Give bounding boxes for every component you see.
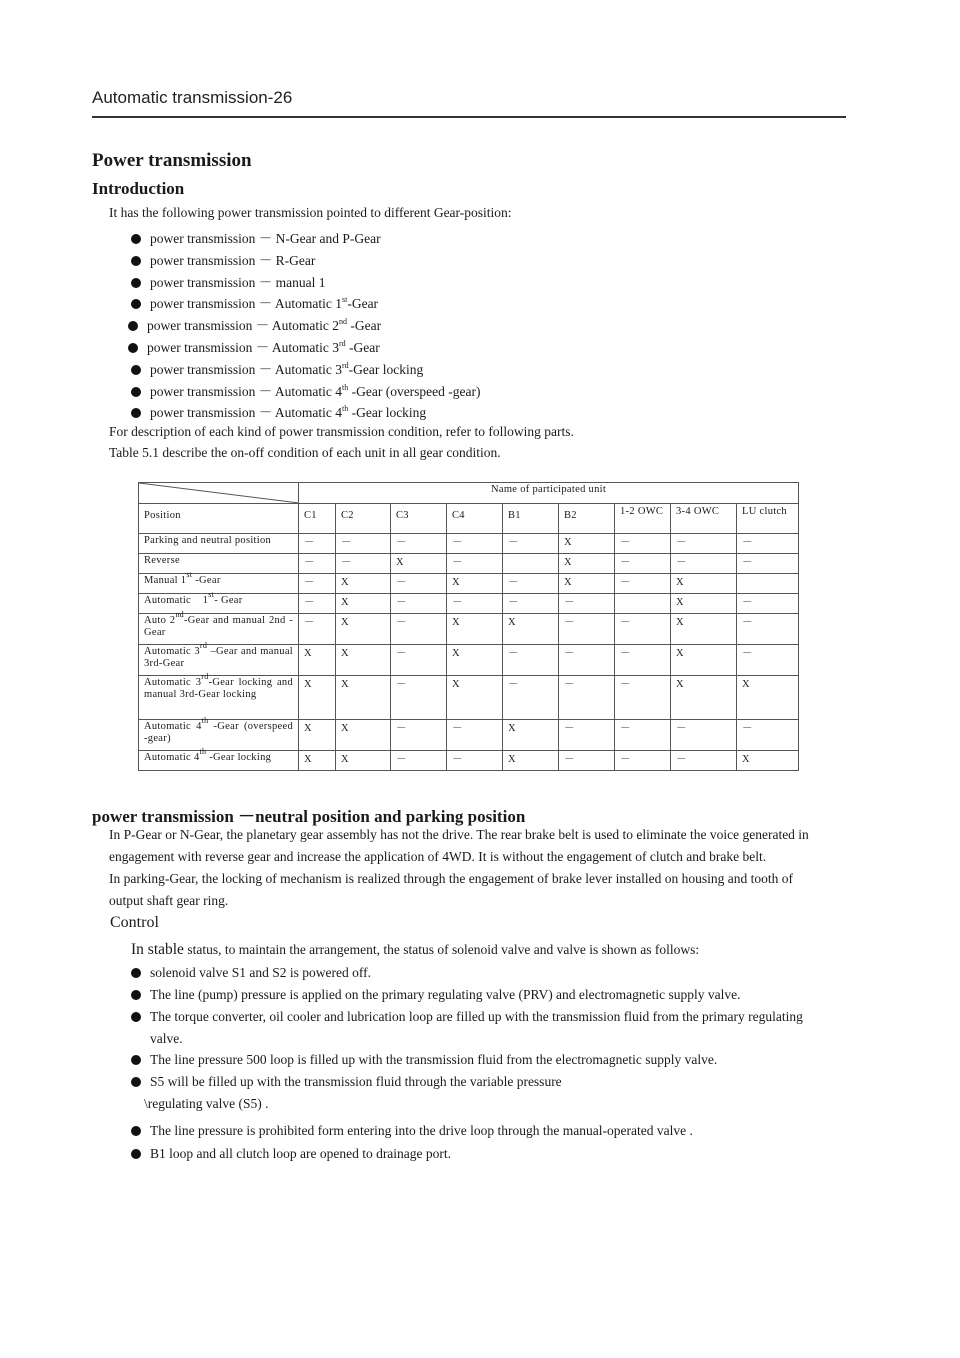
control-bullet (131, 1074, 562, 1090)
header-rule (92, 116, 846, 118)
table-cell: － (391, 751, 447, 771)
intro-bullet-suffix: -Gear (345, 340, 380, 355)
table-cell: X (671, 594, 737, 614)
table-cell: － (615, 554, 671, 574)
stable-lead: In stable (131, 941, 184, 958)
table-cell: － (299, 574, 336, 594)
control-bullet-text: B1 loop and all clutch loop are opened to drainage port. (150, 1146, 452, 1161)
table-cell: X (737, 676, 799, 720)
table-cell: X (503, 614, 559, 645)
table-cell: － (391, 534, 447, 554)
intro-bullet-superscript: th (341, 404, 349, 414)
table-cell: － (447, 534, 503, 554)
table-cell: X (336, 720, 391, 751)
table-cell: X (559, 574, 615, 594)
row-label-superscript: st (186, 570, 193, 579)
table-cell: X (671, 614, 737, 645)
table-corner-cell (139, 483, 299, 504)
table-cell (737, 574, 799, 594)
row-label (139, 747, 299, 771)
column-header: C2 (336, 504, 391, 534)
table-cell: X (737, 751, 799, 771)
intro-bullet (131, 380, 481, 400)
bullet-dot-icon (131, 365, 141, 375)
column-header: 1-2 OWC (615, 504, 671, 534)
table-cell: － (737, 645, 799, 676)
bullet-dot-icon (128, 321, 138, 331)
intro-bullet-suffix: -Gear locking (348, 361, 424, 377)
bullet-dot-icon (131, 1055, 141, 1065)
row-label-suffix: -Gear (overspeed -gear) (144, 721, 293, 744)
intro-bullet (131, 358, 423, 378)
intro-bullet (131, 401, 426, 421)
table-cell: － (559, 720, 615, 751)
table-cell: － (299, 614, 336, 645)
control-bullet-text: The line pressure 500 loop is filled up with the transmission fluid from the electromagnetic supply valve. (150, 1052, 718, 1067)
table-cell: － (615, 751, 671, 771)
row-label-text: Reverse (144, 555, 180, 566)
table-cell: － (615, 676, 671, 720)
table-cell: － (671, 751, 737, 771)
table-cell: － (447, 751, 503, 771)
row-label (139, 716, 299, 751)
intro-bullet-superscript: nd (338, 317, 347, 327)
intro-bullet (131, 249, 315, 269)
row-label-text: Automatic 1 (144, 595, 209, 606)
table-cell: － (737, 534, 799, 554)
section2-para-1: In P-Gear or N-Gear, the planetary gear assembly has not the drive. The rear brake belt is used to eliminate the voice generated in (109, 827, 809, 842)
table-cell: － (559, 614, 615, 645)
control-bullet-text: S5 will be filled up with the transmission fluid through the variable pressure (150, 1074, 562, 1089)
table-row (139, 554, 799, 574)
control-bullet (131, 1052, 717, 1068)
table-cell: － (391, 676, 447, 720)
table-cell: － (391, 614, 447, 645)
control-bullet-continuation: \regulating valve (S5) . (144, 1096, 269, 1111)
table-cell: － (615, 534, 671, 554)
table-cell: － (615, 574, 671, 594)
table-cell: － (559, 645, 615, 676)
table-cell: X (671, 574, 737, 594)
table-cell: X (336, 574, 391, 594)
table-cell: － (299, 534, 336, 554)
intro-bullet-superscript: rd (338, 339, 346, 348)
table-row (139, 720, 799, 751)
stable-rest: status, to maintain the arrangement, the status of solenoid valve and valve is shown as follows: (183, 942, 700, 957)
table-cell: － (391, 594, 447, 614)
table-cell: － (559, 751, 615, 771)
table-cell: X (299, 645, 336, 676)
row-label (139, 554, 299, 574)
table-cell: X (671, 676, 737, 720)
row-label (139, 672, 299, 720)
table-cell: － (391, 720, 447, 751)
intro-bullet-text: power transmission － Automatic 2 (147, 318, 339, 334)
row-label (139, 610, 299, 645)
intro-bullet-text: power transmission － Automatic 3 (150, 361, 342, 377)
section2-para-2: engagement with reverse gear and increase the application of 4WD. It is without the engagement of clutch and brake belt. (109, 849, 767, 864)
section2-para-3: In parking-Gear, the locking of mechanism is realized through the engagement of brake lever installed on housing and tooth of (109, 871, 793, 886)
table-row (139, 614, 799, 645)
row-label (139, 534, 299, 554)
intro-bullet-text: power transmission － R-Gear (150, 252, 316, 268)
table-cell: X (559, 554, 615, 574)
intro-bullet-suffix: -Gear locking (348, 405, 427, 421)
table-cell: － (503, 574, 559, 594)
row-label (139, 570, 299, 594)
section2-para-4: output shaft gear ring. (109, 893, 229, 908)
intro-bullet-superscript: rd (341, 360, 349, 370)
table-cell: － (671, 554, 737, 574)
position-header: Position (139, 504, 299, 534)
column-header: B1 (503, 504, 559, 534)
subsection-title: Introduction (92, 179, 185, 198)
table-cell: － (299, 594, 336, 614)
table-cell: － (503, 534, 559, 554)
column-header: B2 (559, 504, 615, 534)
table-cell: － (615, 720, 671, 751)
diagonal-line (139, 483, 299, 503)
control-bullet-text: The torque converter, oil cooler and lubrication loop are filled up with the transmission fluid from the primary regulating (150, 1009, 803, 1024)
bullet-dot-icon (131, 1012, 141, 1022)
table-cell: － (671, 720, 737, 751)
intro-bullet-text: power transmission － Automatic 3 (147, 340, 339, 355)
intro-bullet (131, 292, 378, 312)
control-bullet (131, 987, 741, 1003)
control-bullet (131, 1146, 451, 1162)
table-cell (503, 554, 559, 574)
row-label-superscript: st (208, 590, 215, 599)
table-cell: X (336, 676, 391, 720)
table-cell: X (447, 676, 503, 720)
row-label-text: Parking and neutral position (144, 535, 272, 546)
bullet-dot-icon (131, 968, 141, 978)
table-cell: X (299, 676, 336, 720)
table-cell: X (391, 554, 447, 574)
column-header: C4 (447, 504, 503, 534)
table-cell: － (503, 645, 559, 676)
row-label-text: Manual 1 (144, 575, 187, 586)
table-row (139, 594, 799, 614)
table-cell: － (737, 554, 799, 574)
intro-bullet (131, 227, 381, 247)
table-cell: X (336, 645, 391, 676)
table-cell: － (503, 594, 559, 614)
stable-paragraph (131, 941, 699, 959)
column-header: C3 (391, 504, 447, 534)
control-bullet-text: The line (pump) pressure is applied on the primary regulating valve (PRV) and electromagnetic supply valve. (150, 987, 741, 1002)
control-bullet (131, 965, 371, 981)
table-cell: X (336, 614, 391, 645)
row-label-superscript: rd (201, 672, 209, 681)
table-cell: X (671, 645, 737, 676)
table-cell: X (336, 751, 391, 771)
bullet-dot-icon (128, 343, 138, 353)
table-row (139, 645, 799, 676)
row-label-suffix: –Gear and manual 3rd-Gear (144, 646, 293, 669)
row-label-superscript: th (199, 747, 207, 756)
row-label-suffix: - Gear (214, 595, 243, 606)
table-row (139, 751, 799, 771)
intro-bullet-suffix: -Gear (overspeed -gear) (348, 383, 481, 399)
row-label-superscript: th (201, 716, 209, 725)
control-bullet-text: solenoid valve S1 and S2 is powered off. (150, 965, 371, 980)
table-cell: － (737, 720, 799, 751)
table-row (139, 574, 799, 594)
bullet-dot-icon (131, 1149, 141, 1159)
table-cell: － (737, 594, 799, 614)
intro-bullet-text: power transmission － N-Gear and P-Gear (150, 231, 381, 246)
row-label-superscript: nd (175, 610, 184, 619)
table-cell: － (447, 720, 503, 751)
bullet-dot-icon (131, 990, 141, 1000)
intro-bullet-text: power transmission － Automatic 4 (150, 405, 342, 421)
control-bullet (131, 1009, 803, 1025)
row-label-text: Automatic 4 (144, 752, 200, 763)
intro-bullet-text: power transmission － Automatic 4 (150, 383, 342, 399)
table-cell: － (391, 574, 447, 594)
intro-bullet-suffix: -Gear (347, 296, 379, 312)
table-row (139, 534, 799, 554)
group-header: Name of participated unit (299, 483, 799, 504)
table-cell: － (391, 645, 447, 676)
table-row (139, 676, 799, 720)
column-header: 3-4 OWC (671, 504, 737, 534)
gear-condition-table (138, 482, 799, 771)
row-label-text: Automatic 3 (144, 646, 200, 657)
intro-bullet-text: power transmission － Automatic 1 (150, 296, 342, 312)
page-header: Automatic transmission-26 (92, 88, 293, 107)
table-cell: － (559, 676, 615, 720)
bullet-dot-icon (131, 278, 141, 288)
table-cell: X (447, 574, 503, 594)
table-cell: － (447, 554, 503, 574)
table-cell: － (737, 614, 799, 645)
table-cell: X (503, 720, 559, 751)
control-bullet-text: The line pressure is prohibited form entering into the drive loop through the manual-operated valve . (150, 1123, 693, 1138)
control-title: Control (110, 914, 159, 931)
bullet-dot-icon (131, 256, 141, 266)
intro-text: It has the following power transmission pointed to different Gear-position: (109, 205, 512, 220)
table-cell: X (447, 645, 503, 676)
control-bullet-continuation: valve. (150, 1031, 183, 1046)
bullet-dot-icon (131, 1077, 141, 1087)
intro-bullet (128, 336, 380, 356)
bullet-dot-icon (131, 1126, 141, 1136)
row-label-suffix: -Gear locking and manual 3rd-Gear locking (144, 677, 294, 700)
desc-paragraph: For description of each kind of power transmission condition, refer to following parts. (109, 424, 574, 439)
table-cell: X (299, 751, 336, 771)
table-intro-paragraph: Table 5.1 describe the on-off condition of each unit in all gear condition. (109, 445, 501, 460)
row-label-text: Automatic 3 (144, 677, 202, 688)
intro-bullet (128, 314, 381, 334)
row-label-suffix: -Gear (192, 575, 221, 586)
table-cell: － (503, 676, 559, 720)
row-label-suffix: -Gear and manual 2nd -Gear (144, 615, 293, 638)
section-title: Power transmission (92, 150, 252, 171)
bullet-dot-icon (131, 408, 141, 418)
section2-title: power transmission －neutral position and parking position (92, 807, 526, 826)
column-header: C1 (299, 504, 336, 534)
bullet-dot-icon (131, 387, 141, 397)
intro-bullet (131, 271, 325, 291)
control-bullet (131, 1123, 693, 1139)
table-cell: － (559, 594, 615, 614)
table-cell: － (336, 554, 391, 574)
row-label (139, 590, 299, 614)
table-cell: X (299, 720, 336, 751)
bullet-dot-icon (131, 234, 141, 244)
intro-bullet-suffix: -Gear (346, 318, 382, 334)
table-cell: － (336, 534, 391, 554)
row-label-suffix: -Gear locking (206, 752, 272, 763)
table-cell: X (336, 594, 391, 614)
table-cell: － (299, 554, 336, 574)
column-header: LU clutch (737, 504, 799, 534)
table-cell: － (447, 594, 503, 614)
intro-bullet-text: power transmission － manual 1 (150, 274, 326, 290)
table-cell: X (503, 751, 559, 771)
table-cell: － (615, 645, 671, 676)
row-label (139, 641, 299, 676)
table-cell: － (615, 614, 671, 645)
row-label-superscript: rd (199, 641, 208, 650)
table-cell: X (447, 614, 503, 645)
table-cell (615, 594, 671, 614)
intro-bullet-superscript: th (341, 382, 349, 392)
row-label-text: Auto 2 (144, 615, 176, 626)
table-cell: X (559, 534, 615, 554)
row-label-text: Automatic 4 (144, 721, 202, 732)
intro-bullet-superscript: st (341, 295, 348, 305)
table-cell: － (671, 534, 737, 554)
bullet-dot-icon (131, 299, 141, 309)
